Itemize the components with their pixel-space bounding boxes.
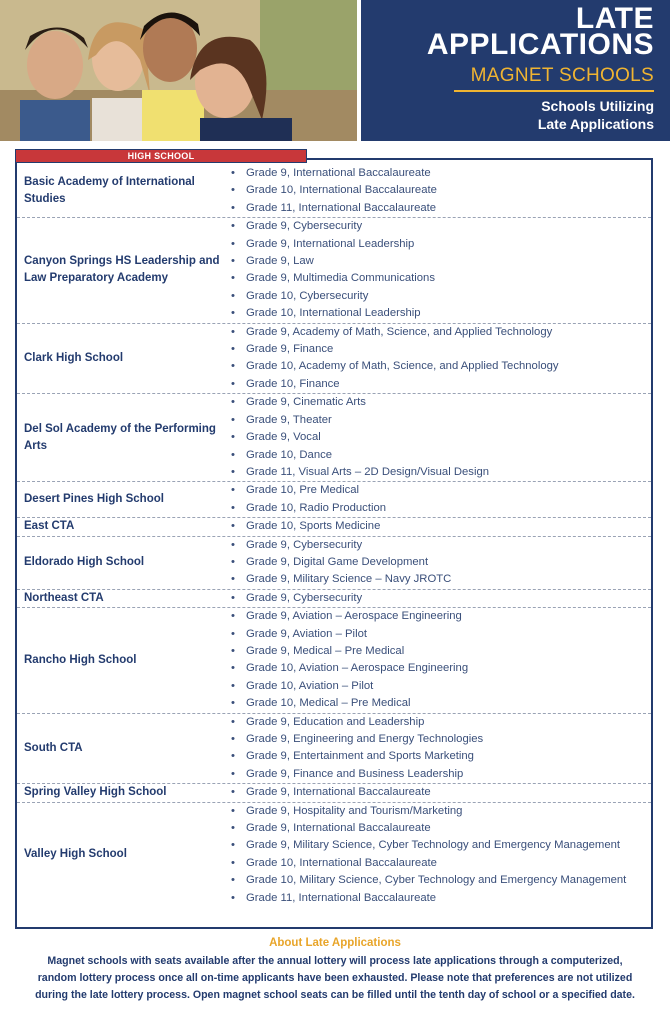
program-item: • Grade 10, Pre Medical bbox=[246, 482, 651, 499]
school-row bbox=[17, 518, 651, 536]
school-row bbox=[17, 784, 651, 802]
school-name: Basic Academy of International Studies bbox=[24, 176, 195, 206]
program-item: • Grade 9, Cybersecurity bbox=[246, 218, 651, 235]
program-item: • Grade 9, International Leadership bbox=[246, 236, 651, 253]
school-row bbox=[17, 537, 651, 590]
program-item: • Grade 9, Cybersecurity bbox=[246, 590, 651, 607]
program-item: • Grade 9, International Baccalaureate bbox=[246, 784, 651, 801]
school-row bbox=[17, 608, 651, 713]
school-row bbox=[17, 482, 651, 518]
program-item: • Grade 9, Military Science, Cyber Technology and Emergency Management bbox=[246, 837, 651, 854]
program-item: • Grade 9, Military Science – Navy JROTC bbox=[246, 571, 651, 588]
tagline-line-1: Schools Utilizing bbox=[541, 98, 654, 114]
title-line-2: APPLICATIONS bbox=[426, 28, 654, 61]
program-item: • Grade 9, Law bbox=[246, 253, 651, 270]
program-item: • Grade 10, Sports Medicine bbox=[246, 518, 651, 535]
program-item: • Grade 9, Multimedia Communications bbox=[246, 270, 651, 287]
program-item: • Grade 9, International Baccalaureate bbox=[246, 165, 651, 182]
program-item: • Grade 11, Visual Arts – 2D Design/Visual Design bbox=[246, 464, 651, 481]
schools-table bbox=[17, 165, 651, 907]
program-item: • Grade 9, Digital Game Development bbox=[246, 554, 651, 571]
program-item: • Grade 9, Entertainment and Sports Marketing bbox=[246, 748, 651, 765]
school-row bbox=[17, 714, 651, 785]
program-item: • Grade 10, Academy of Math, Science, and Applied Technology bbox=[246, 358, 651, 375]
section-label: HIGH SCHOOL bbox=[15, 149, 307, 163]
program-item: • Grade 10, Aviation – Pilot bbox=[246, 678, 651, 695]
school-name: Clark High School bbox=[24, 351, 124, 364]
program-item: • Grade 9, Education and Leadership bbox=[246, 714, 651, 731]
program-item: • Grade 9, Medical – Pre Medical bbox=[246, 643, 651, 660]
school-row bbox=[17, 324, 651, 395]
school-name: Canyon Springs HS Leadership and Law Preparatory Academy bbox=[24, 255, 220, 285]
program-item: • Grade 9, Cybersecurity bbox=[246, 537, 651, 554]
program-item: • Grade 9, Aviation – Pilot bbox=[246, 626, 651, 643]
school-name: Del Sol Academy of the Performing Arts bbox=[24, 422, 216, 452]
tagline-line-2: Late Applications bbox=[537, 116, 654, 132]
program-item: • Grade 10, International Baccalaureate bbox=[246, 855, 651, 872]
school-name: Eldorado High School bbox=[24, 556, 145, 569]
students-illustration bbox=[0, 0, 357, 141]
program-item: • Grade 10, Cybersecurity bbox=[246, 288, 651, 305]
title-banner bbox=[361, 0, 670, 141]
program-item: • Grade 9, Engineering and Energy Technologies bbox=[246, 731, 651, 748]
program-item: • Grade 10, International Leadership bbox=[246, 305, 651, 322]
program-item: • Grade 10, Aviation – Aerospace Engineering bbox=[246, 660, 651, 677]
program-item: • Grade 9, Theater bbox=[246, 412, 651, 429]
program-item: • Grade 9, Finance and Business Leadership bbox=[246, 766, 651, 783]
program-item: • Grade 10, Medical – Pre Medical bbox=[246, 695, 651, 712]
school-row bbox=[17, 218, 651, 323]
about-body: Magnet schools with seats available after the annual lottery will process late applications through a computerized, random lottery process once all on-time applicants have been exhausted. Please note that preferences are not utilized during the late lottery process. Open magnet school seats can be filled until the tenth day of school or a specified date. bbox=[35, 955, 635, 1002]
students-photo bbox=[0, 0, 357, 141]
program-item: • Grade 9, Cinematic Arts bbox=[246, 394, 651, 411]
program-item: • Grade 9, Vocal bbox=[246, 429, 651, 446]
school-name: Spring Valley High School bbox=[24, 786, 167, 799]
school-name: East CTA bbox=[24, 520, 75, 533]
school-name: Desert Pines High School bbox=[24, 493, 164, 506]
school-row bbox=[17, 394, 651, 482]
school-row bbox=[17, 803, 651, 907]
about-title: About Late Applications bbox=[269, 937, 401, 949]
school-name: Rancho High School bbox=[24, 653, 137, 666]
school-name: Northeast CTA bbox=[24, 591, 104, 604]
program-item: • Grade 9, Hospitality and Tourism/Marketing bbox=[246, 803, 651, 820]
subtitle-underline bbox=[454, 90, 654, 92]
school-name: South CTA bbox=[24, 741, 83, 754]
subtitle: MAGNET SCHOOLS bbox=[470, 65, 654, 86]
school-name: Valley High School bbox=[24, 848, 127, 861]
program-item: • Grade 11, International Baccalaureate bbox=[246, 890, 651, 907]
school-row bbox=[17, 590, 651, 608]
program-item: • Grade 9, International Baccalaureate bbox=[246, 820, 651, 837]
program-item: • Grade 10, Radio Production bbox=[246, 500, 651, 517]
school-row bbox=[17, 165, 651, 218]
program-item: • Grade 10, Military Science, Cyber Technology and Emergency Management bbox=[246, 872, 651, 889]
program-item: • Grade 9, Finance bbox=[246, 341, 651, 358]
program-item: • Grade 10, Finance bbox=[246, 376, 651, 393]
program-item: • Grade 11, International Baccalaureate bbox=[246, 200, 651, 217]
program-item: • Grade 10, Dance bbox=[246, 447, 651, 464]
program-item: • Grade 10, International Baccalaureate bbox=[246, 182, 651, 199]
program-item: • Grade 9, Aviation – Aerospace Engineering bbox=[246, 608, 651, 625]
program-item: • Grade 9, Academy of Math, Science, and Applied Technology bbox=[246, 324, 651, 341]
title-line-1: LATE bbox=[575, 2, 654, 35]
